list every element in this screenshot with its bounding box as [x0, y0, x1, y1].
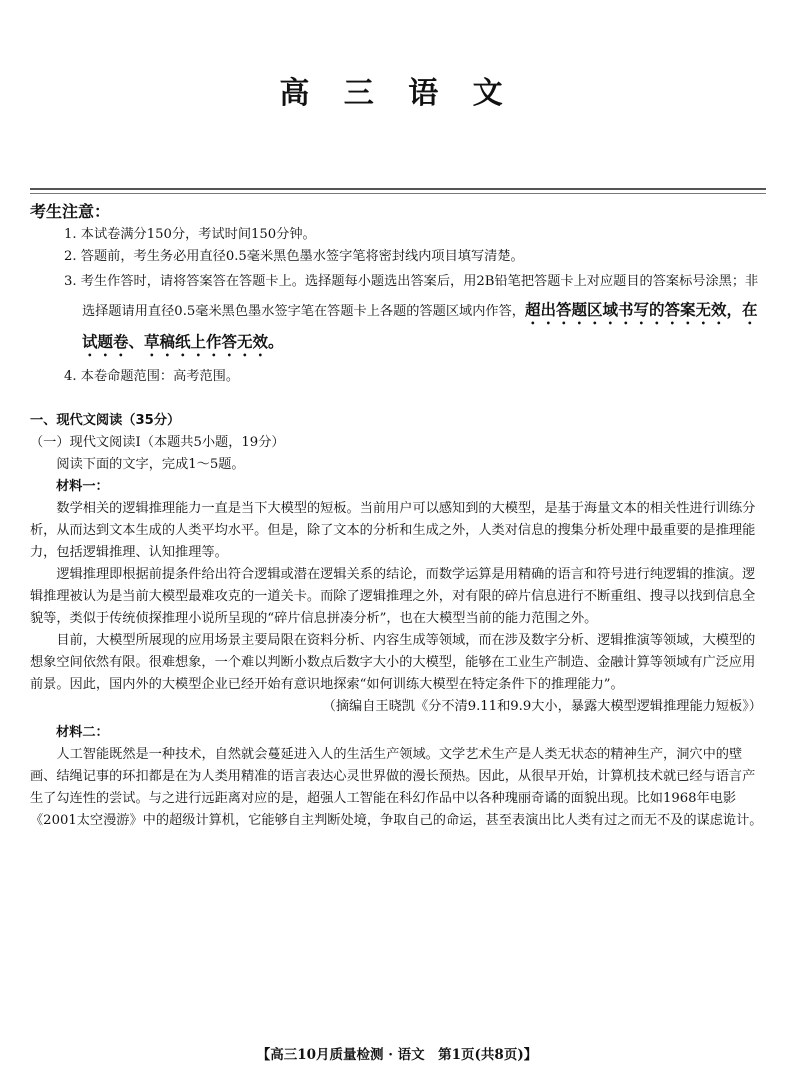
notice-heading: 考生注意： — [30, 202, 111, 221]
section-instruction: 阅读下面的文字，完成1～5题。 — [56, 457, 245, 472]
header-rule-thick — [30, 188, 766, 190]
notice-item-2: 2. 答题前，考生务必用直径0.5毫米黑色墨水签字笔将密封线内项目填写清楚。 — [64, 249, 524, 264]
material1-label: 材料一： — [56, 479, 109, 494]
notice-list — [30, 224, 766, 832]
material1-source: （摘编自王晓凯《分不清9.11和9.9大小，暴露大模型逻辑推理能力短板》） — [322, 699, 762, 714]
notice-emphasis-1: 超出答题区 — [524, 301, 603, 319]
notice-emphasis-2: 域书写的答案无效，在试题卷、草稿纸上作答无效。 — [82, 301, 758, 351]
section-heading: 一、现代文阅读（35分） — [30, 413, 181, 428]
material2-label: 材料二： — [56, 725, 109, 740]
header-rule-thin — [30, 193, 766, 194]
page-footer: 【高三10月质量检测 · 语文 第1页(共8页)】 — [256, 1047, 538, 1063]
material1-paragraph-1: 数学相关的逻辑推理能力一直是当下大模型的短板。当前用户可以感知到的大模型，是基于海量文本的相关性进行训练分析，从而达到文本生成的人类平均水平。但是，除了文本的分析和生成之外，人类对信息的搜集分析处理中最重要的是推理能力，包括逻辑推理、认知推理等。 — [30, 501, 756, 560]
notice-item-4: 4. 本卷命题范围：高考范围。 — [64, 369, 240, 384]
section-subheading: （一）现代文阅读Ⅰ（本题共5小题，19分） — [30, 435, 285, 450]
notice-item-3 — [30, 268, 766, 360]
material1-paragraph-2: 逻辑推理即根据前提条件给出符合逻辑或潜在逻辑关系的结论，而数学运算是用精确的语言和符号进行纯逻辑的推演。逻辑推理被认为是当前大模型最难攻克的一道关卡。而除了逻辑推理之外，对有限的碎片信息进行不断重组、搜寻以找到信息全貌等，类似于传统侦探推理小说所呈现的“碎片信息拼凑分析”，也在大模型当前的能力范围之外。 — [30, 567, 756, 626]
page-title: 高 三 语 文 — [279, 76, 515, 111]
material2-paragraph-1: 人工智能既然是一种技术，自然就会蔓延进入人的生活生产领域。文学艺术生产是人类无状态的精神生产，洞穴中的壁画、结绳记事的环扣都是在为人类用精准的语言表达心灵世界做的漫长预热。因此，从很早开始，计算机技术就已经与语言产生了勾连性的尝试。与之进行远距离对应的是，超强人工智能在科幻作品中以各种瑰丽奇谲的面貌出现。比如1968年电影《2001太空漫游》中的超级计算机，它能够自主判断处境，争取自己的命运，甚至表演出比人类有过之而无不及的谋虑诡计。 — [30, 747, 763, 828]
notice-item-3-text: 3. 考生作答时，请将答案答在答题卡上。选择题每小题选出答案后，用2B铅笔把答题卡上对应题目的答案标号涂黑；非选择题请用直径0.5毫米黑色墨水签字笔在答题卡上各题的答题区域内作答， — [64, 274, 759, 319]
notice-item-1: 1. 本试卷满分150分，考试时间150分钟。 — [64, 227, 316, 242]
material1-paragraph-3: 目前，大模型所展现的应用场景主要局限在资料分析、内容生成等领域，而在涉及数字分析、逻辑推演等领域，大模型的想象空间依然有限。很难想象，一个难以判断小数点后数字大小的大模型，能够在工业生产制造、金融计算等领域有广泛应用前景。因此，国内外的大模型企业已经开始有意识地探索“如何训练大模型在特定条件下的推理能力”。 — [30, 633, 756, 692]
